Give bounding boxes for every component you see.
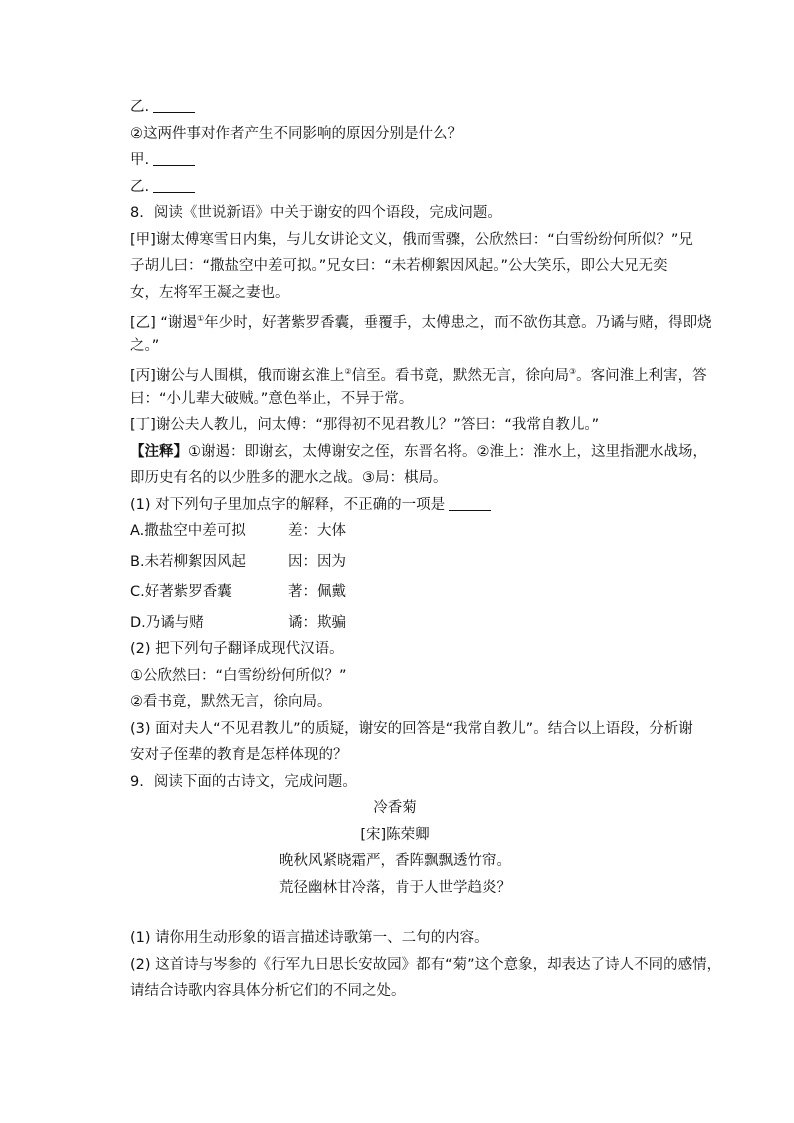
note-line: 即历史有名的以少胜多的淝水之战。③局：棋局。 [130, 470, 448, 486]
passage-line [130, 359, 707, 386]
question-8-header [130, 200, 670, 227]
answer-label: 乙. [130, 178, 150, 195]
option-sentence: A.撒盐空中差可拟 [130, 523, 246, 539]
subquestion-text: (1) 对下列句子里加点字的解释，不正确的一项是 [130, 496, 446, 513]
subquestion-1 [130, 492, 670, 519]
document-page [130, 94, 722, 1005]
translation-item: ①公欣然曰：“白雪纷纷何所似？” [130, 667, 347, 684]
subquestion-2: (2) 把下列句子翻译成现代汉语。 [130, 641, 344, 657]
footnote-marker: ② [344, 367, 352, 376]
answer-blank[interactable] [153, 98, 195, 113]
option-c[interactable] [130, 579, 670, 606]
poem-line: 荒径幽林甘冷落，肯于人世学趋炎？ [279, 879, 511, 896]
passage-text: 信至。看书竟，默然无言，徐向局 [351, 368, 569, 384]
question-9-header [130, 769, 670, 796]
option-sentence: B.未若柳絮因风起 [130, 553, 247, 570]
option-a[interactable] [130, 518, 670, 545]
option-explanation: 因：因为 [288, 553, 346, 570]
option-sentence: C.好著紫罗香囊 [130, 584, 232, 600]
answer-blank[interactable] [449, 496, 491, 511]
question-prompt: 阅读下面的古诗文，完成问题。 [153, 773, 357, 790]
subquestion-3: (3) 面对夫人“不见君教儿”的质疑，谢安的回答是“我常自教儿”。结合以上语段，分析谢 [130, 720, 693, 737]
answer-line-yi [130, 94, 670, 121]
option-d[interactable] [130, 610, 670, 637]
subquestion-2: (2) 这首诗与岑参的《行军九日思长安故园》都有“菊”这个意象，却表达了诗人不同的感情， [130, 956, 722, 973]
question-text: ②这两件事对作者产生不同影响的原因分别是什么？ [130, 125, 462, 142]
subquestion-3-cont: 安对子侄辈的教育是怎样体现的？ [130, 747, 348, 763]
option-explanation: 著：佩戴 [288, 584, 346, 600]
note-line [130, 439, 707, 466]
passage-text: [乙] “谢遏 [130, 315, 197, 331]
passage-text: 年少时，好著紫罗香囊，垂覆手，太傅患之，而不欲伤其意。乃谲与赌，得即烧 [204, 315, 712, 331]
answer-blank[interactable] [153, 178, 195, 193]
question-number: 8. [130, 205, 144, 221]
passage-line: 子胡儿曰：“撒盐空中差可拟。”兄女曰：“未若柳絮因风起。”公大笑乐，即公大兄无奕 [130, 258, 668, 274]
answer-line-jia [130, 147, 670, 174]
subquestion-2-cont: 请结合诗歌内容具体分析它们的不同之处。 [130, 983, 406, 999]
note-label: 【注释】 [130, 443, 188, 460]
translation-item: ②看书竟，默然无言，徐向局。 [130, 694, 332, 710]
subquestion-1: (1) 请你用生动形象的语言描述诗歌第一、二句的内容。 [130, 930, 489, 946]
poem-author: [宋]陈荣卿 [360, 826, 430, 843]
answer-label: 甲. [130, 152, 150, 168]
passage-line: 女，左将军王凝之妻也。 [130, 284, 290, 301]
question-number: 9. [130, 773, 144, 790]
option-b[interactable] [130, 549, 670, 576]
passage-line: 之。” [130, 337, 160, 354]
passage-line: 曰：“小儿辈大破贼。”意色举止，不异于常。 [130, 390, 414, 407]
answer-label: 乙. [130, 99, 150, 115]
option-sentence: D.乃谲与赌 [130, 614, 204, 631]
question-prompt: 阅读《世说新语》中关于谢安的四个语段，完成问题。 [153, 205, 502, 221]
answer-line-yi-2 [130, 174, 670, 201]
passage-text: [丙]谢公与人围棋，俄而谢玄淮上 [130, 368, 345, 384]
poem-title: 冷香菊 [373, 800, 417, 816]
answer-blank[interactable] [153, 151, 195, 166]
passage-line [130, 306, 712, 333]
footnote-marker: ③ [569, 367, 577, 376]
poem-line: 晚秋风紧晓霜严，香阵飘飘透竹帘。 [279, 853, 511, 869]
option-explanation: 差：大体 [288, 523, 346, 539]
footnote-marker: ① [196, 314, 205, 323]
note-text: ①谢遏：即谢玄，太傅谢安之侄，东晋名将。②淮上：淮水上，这里指淝水战场， [188, 443, 707, 460]
passage-line: [甲]谢太傅寒雪日内集，与儿女讲论文义，俄而雪骤，公欣然曰：“白雪纷纷何所似？”兄 [130, 231, 693, 248]
spacer [130, 901, 670, 925]
option-explanation: 谲：欺骗 [288, 614, 346, 631]
passage-line: [丁]谢公夫人教儿，问太傅：“那得初不见君教儿？”答曰：“我常自教儿。” [130, 417, 600, 433]
passage-text: 。客问淮上利害，答 [576, 368, 707, 384]
